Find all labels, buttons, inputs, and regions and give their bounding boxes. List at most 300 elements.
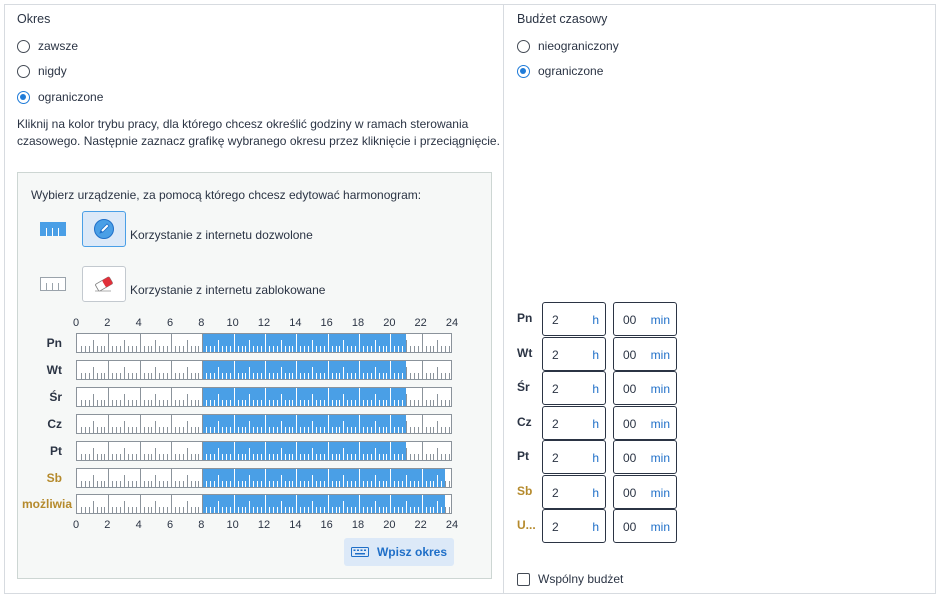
quarter-tick — [163, 400, 164, 406]
schedule-row[interactable] — [76, 360, 452, 380]
quarter-tick — [414, 427, 415, 433]
day-label: Pn — [46, 336, 62, 350]
quarter-tick — [441, 454, 442, 460]
quarter-tick — [308, 427, 309, 433]
quarter-tick — [355, 427, 356, 433]
quarter-tick — [230, 507, 231, 513]
checkbox-box[interactable] — [517, 573, 530, 586]
quarter-tick — [230, 373, 231, 379]
quarter-tick — [277, 454, 278, 460]
quarter-tick — [296, 361, 297, 379]
minutes-unit: min — [650, 485, 670, 500]
quarter-tick — [449, 400, 450, 406]
period-radio-limited[interactable] — [17, 90, 103, 104]
radio-circle[interactable] — [17, 40, 30, 53]
quarter-tick — [167, 373, 168, 379]
budget-day-label: Sb — [517, 483, 533, 498]
quarter-tick — [296, 388, 297, 406]
schedule-row[interactable] — [76, 414, 452, 434]
minutes-value: 00 — [623, 382, 637, 396]
schedule-row[interactable] — [76, 468, 452, 488]
quarter-tick — [449, 481, 450, 487]
mode-allowed-button[interactable] — [82, 211, 126, 247]
quarter-tick — [430, 400, 431, 406]
radio-circle[interactable] — [17, 65, 30, 78]
quarter-tick — [218, 475, 219, 487]
quarter-tick — [359, 361, 360, 379]
quarter-tick — [210, 400, 211, 406]
minutes-input[interactable] — [613, 509, 677, 543]
quarter-tick — [234, 495, 235, 513]
quarter-tick — [148, 481, 149, 487]
budget-day-label: Pt — [517, 449, 529, 463]
quarter-tick — [383, 454, 384, 460]
quarter-tick — [198, 346, 199, 352]
quarter-tick — [234, 442, 235, 460]
hours-input[interactable] — [542, 475, 606, 509]
quarter-tick — [398, 346, 399, 352]
quarter-tick — [171, 495, 172, 513]
quarter-tick — [441, 373, 442, 379]
schedule-row[interactable] — [76, 333, 452, 353]
quarter-tick — [308, 346, 309, 352]
quarter-tick — [410, 346, 411, 352]
quarter-tick — [300, 454, 301, 460]
quarter-tick — [277, 427, 278, 433]
quarter-tick — [257, 481, 258, 487]
quarter-tick — [148, 427, 149, 433]
mode-blocked-button[interactable] — [82, 266, 126, 302]
quarter-tick — [359, 442, 360, 460]
quarter-tick — [218, 448, 219, 460]
quarter-tick — [167, 507, 168, 513]
hours-unit: h — [592, 451, 599, 465]
quarter-tick — [253, 373, 254, 379]
quarter-tick — [124, 394, 125, 406]
shared-budget-checkbox[interactable] — [517, 572, 623, 586]
quarter-tick — [347, 373, 348, 379]
quarter-tick — [441, 507, 442, 513]
quarter-tick — [108, 388, 109, 406]
quarter-tick — [426, 373, 427, 379]
quarter-tick — [363, 373, 364, 379]
hours-value: 2 — [552, 416, 559, 431]
quarter-tick — [124, 448, 125, 460]
quarter-tick — [187, 367, 188, 379]
quarter-tick — [398, 481, 399, 487]
hours-input[interactable] — [542, 302, 606, 336]
quarter-tick — [285, 507, 286, 513]
quarter-tick — [367, 507, 368, 513]
quarter-tick — [292, 346, 293, 352]
hours-input[interactable] — [542, 371, 606, 405]
quarter-tick — [277, 373, 278, 379]
quarter-tick — [151, 507, 152, 513]
quarter-tick — [226, 481, 227, 487]
hour-label-top: 12 — [257, 317, 271, 329]
quarter-tick — [445, 400, 446, 406]
quarter-tick — [292, 507, 293, 513]
quarter-tick — [422, 495, 423, 513]
quarter-tick — [300, 427, 301, 433]
quarter-tick — [269, 427, 270, 433]
quarter-tick — [351, 400, 352, 406]
period-radio-never[interactable] — [17, 64, 67, 78]
quarter-tick — [183, 481, 184, 487]
quarter-tick — [179, 481, 180, 487]
quarter-tick — [187, 475, 188, 487]
quarter-tick — [414, 454, 415, 460]
quarter-tick — [328, 469, 329, 487]
quarter-tick — [304, 373, 305, 379]
budget-radio-limited-label: ograniczone — [538, 64, 604, 78]
quarter-tick — [112, 373, 113, 379]
schedule-row[interactable] — [76, 387, 452, 407]
quarter-tick — [167, 400, 168, 406]
quarter-tick — [347, 400, 348, 406]
quarter-tick — [140, 495, 141, 513]
quarter-tick — [187, 448, 188, 460]
quarter-tick — [242, 400, 243, 406]
quarter-tick — [93, 475, 94, 487]
budget-radio-limited[interactable] — [517, 64, 603, 78]
quarter-tick — [226, 454, 227, 460]
minutes-unit: min — [650, 382, 670, 396]
quarter-tick — [245, 373, 246, 379]
quarter-tick — [324, 346, 325, 352]
quarter-tick — [410, 507, 411, 513]
quarter-tick — [363, 346, 364, 352]
quarter-tick — [371, 346, 372, 352]
hour-label-bottom: 14 — [289, 519, 302, 531]
quarter-tick — [104, 454, 105, 460]
shared-budget-label: Wspólny budżet — [538, 572, 624, 586]
quarter-tick — [433, 481, 434, 487]
quarter-tick — [441, 481, 442, 487]
quarter-tick — [371, 481, 372, 487]
minutes-input[interactable] — [613, 371, 677, 405]
quarter-tick — [116, 400, 117, 406]
quarter-tick — [171, 334, 172, 352]
quarter-tick — [394, 373, 395, 379]
choose-device-label: Wybierz urządzenie, za pomocą którego chcesz edytować harmonogram: — [31, 188, 422, 202]
hour-label-bottom: 20 — [383, 519, 396, 531]
quarter-tick — [206, 481, 207, 487]
hour-label-bottom: 4 — [135, 519, 142, 531]
quarter-tick — [367, 427, 368, 433]
quarter-tick — [398, 373, 399, 379]
quarter-tick — [433, 373, 434, 379]
minutes-input[interactable] — [613, 302, 677, 336]
budget-day-label: Cz — [517, 414, 532, 429]
enter-period-button[interactable] — [344, 538, 454, 566]
quarter-tick — [112, 454, 113, 460]
quarter-tick — [167, 481, 168, 487]
quarter-tick — [97, 481, 98, 487]
hour-label-top: 10 — [226, 317, 239, 329]
minutes-input[interactable] — [613, 440, 677, 474]
hour-label-bottom: 18 — [351, 519, 365, 531]
quarter-tick — [218, 340, 219, 352]
quarter-tick — [281, 501, 282, 513]
quarter-tick — [383, 427, 384, 433]
quarter-tick — [116, 481, 117, 487]
allowed-legend-icon — [40, 222, 66, 236]
quarter-tick — [155, 394, 156, 406]
quarter-tick — [238, 427, 239, 433]
quarter-tick — [97, 400, 98, 406]
hours-input[interactable] — [542, 509, 606, 543]
quarter-tick — [124, 475, 125, 487]
quarter-tick — [253, 427, 254, 433]
quarter-tick — [418, 481, 419, 487]
quarter-tick — [159, 400, 160, 406]
quarter-tick — [183, 346, 184, 352]
quarter-tick — [191, 481, 192, 487]
hour-label-bottom: 10 — [226, 519, 239, 531]
quarter-tick — [257, 346, 258, 352]
minutes-value: 00 — [623, 451, 637, 465]
quarter-tick — [430, 481, 431, 487]
day-label: Cz — [47, 416, 62, 431]
quarter-tick — [300, 373, 301, 379]
quarter-tick — [285, 427, 286, 433]
quarter-tick — [257, 454, 258, 460]
quarter-tick — [292, 427, 293, 433]
quarter-tick — [218, 501, 219, 513]
quarter-tick — [101, 400, 102, 406]
quarter-tick — [265, 334, 266, 352]
quarter-tick — [230, 454, 231, 460]
quarter-tick — [426, 507, 427, 513]
quarter-tick — [320, 346, 321, 352]
quarter-tick — [324, 373, 325, 379]
quarter-tick — [234, 469, 235, 487]
quarter-tick — [285, 454, 286, 460]
quarter-tick — [265, 495, 266, 513]
quarter-tick — [449, 454, 450, 460]
quarter-tick — [359, 495, 360, 513]
quarter-tick — [128, 373, 129, 379]
quarter-tick — [179, 373, 180, 379]
quarter-tick — [285, 481, 286, 487]
quarter-tick — [245, 346, 246, 352]
hours-value: 2 — [552, 347, 559, 362]
quarter-tick — [234, 415, 235, 433]
quarter-tick — [195, 507, 196, 513]
quarter-tick — [281, 340, 282, 352]
quarter-tick — [191, 400, 192, 406]
quarter-tick — [355, 346, 356, 352]
minutes-input[interactable] — [613, 475, 677, 509]
quarter-tick — [269, 346, 270, 352]
quarter-tick — [292, 481, 293, 487]
quarter-tick — [101, 507, 102, 513]
quarter-tick — [422, 415, 423, 433]
quarter-tick — [375, 448, 376, 460]
quarter-tick — [269, 373, 270, 379]
quarter-tick — [316, 427, 317, 433]
quarter-tick — [312, 475, 313, 487]
period-radio-always[interactable] — [17, 39, 78, 53]
quarter-tick — [363, 507, 364, 513]
budget-radio-unlimited[interactable] — [517, 39, 619, 53]
quarter-tick — [437, 394, 438, 406]
hours-input[interactable] — [542, 337, 606, 371]
quarter-tick — [249, 394, 250, 406]
quarter-tick — [414, 507, 415, 513]
hours-input[interactable] — [542, 440, 606, 474]
quarter-tick — [289, 400, 290, 406]
quarter-tick — [128, 481, 129, 487]
budget-day-label: Śr — [517, 380, 530, 394]
quarter-tick — [104, 427, 105, 433]
quarter-tick — [277, 507, 278, 513]
quarter-tick — [422, 442, 423, 460]
quarter-tick — [394, 427, 395, 433]
schedule-row[interactable] — [76, 494, 452, 514]
quarter-tick — [257, 400, 258, 406]
quarter-tick — [343, 340, 344, 352]
quarter-tick — [367, 346, 368, 352]
quarter-tick — [179, 346, 180, 352]
radio-circle[interactable] — [517, 65, 530, 78]
quarter-tick — [324, 481, 325, 487]
schedule-row[interactable] — [76, 441, 452, 461]
quarter-tick — [195, 454, 196, 460]
quarter-tick — [336, 481, 337, 487]
quarter-tick — [418, 427, 419, 433]
quarter-tick — [269, 481, 270, 487]
quarter-tick — [245, 507, 246, 513]
quarter-tick — [89, 400, 90, 406]
quarter-tick — [257, 373, 258, 379]
hour-label-top: 4 — [135, 317, 142, 329]
quarter-tick — [261, 427, 262, 433]
quarter-tick — [445, 454, 446, 460]
hours-unit: h — [592, 347, 599, 362]
quarter-tick — [351, 373, 352, 379]
mode-blocked-label: Korzystanie z internetu zablokowane — [130, 283, 326, 297]
hour-label-top: 6 — [166, 317, 174, 329]
quarter-tick — [289, 454, 290, 460]
quarter-tick — [238, 400, 239, 406]
radio-circle[interactable] — [517, 40, 530, 53]
quarter-tick — [336, 454, 337, 460]
quarter-tick — [273, 507, 274, 513]
quarter-tick — [93, 394, 94, 406]
hour-label-top: 14 — [289, 317, 302, 329]
quarter-tick — [222, 346, 223, 352]
quarter-tick — [390, 469, 391, 487]
quarter-tick — [418, 400, 419, 406]
hour-label-bottom: 2 — [104, 519, 111, 531]
quarter-tick — [422, 361, 423, 379]
quarter-tick — [108, 334, 109, 352]
quarter-tick — [273, 373, 274, 379]
quarter-tick — [249, 340, 250, 352]
quarter-tick — [155, 340, 156, 352]
quarter-tick — [367, 373, 368, 379]
minutes-input[interactable] — [613, 337, 677, 371]
quarter-tick — [183, 373, 184, 379]
quarter-tick — [414, 346, 415, 352]
quarter-tick — [351, 481, 352, 487]
quarter-tick — [406, 475, 407, 487]
quarter-tick — [85, 454, 86, 460]
hours-value: 2 — [552, 520, 559, 534]
quarter-tick — [402, 346, 403, 352]
quarter-tick — [379, 427, 380, 433]
quarter-tick — [214, 507, 215, 513]
quarter-tick — [339, 346, 340, 352]
quarter-tick — [265, 442, 266, 460]
quarter-tick — [89, 454, 90, 460]
quarter-tick — [136, 346, 137, 352]
quarter-tick — [136, 507, 137, 513]
hours-value: 2 — [552, 485, 559, 500]
quarter-tick — [257, 427, 258, 433]
quarter-tick — [93, 448, 94, 460]
quarter-tick — [394, 507, 395, 513]
radio-circle[interactable] — [17, 91, 30, 104]
quarter-tick — [273, 454, 274, 460]
quarter-tick — [394, 400, 395, 406]
quarter-tick — [363, 427, 364, 433]
quarter-tick — [101, 454, 102, 460]
quarter-tick — [281, 394, 282, 406]
day-label: Śr — [49, 389, 62, 404]
quarter-tick — [144, 507, 145, 513]
hour-label-top: 18 — [351, 317, 365, 329]
quarter-tick — [167, 427, 168, 433]
quarter-tick — [175, 373, 176, 379]
minutes-unit: min — [650, 451, 670, 465]
quarter-tick — [112, 400, 113, 406]
quarter-tick — [85, 346, 86, 352]
quarter-tick — [402, 400, 403, 406]
quarter-tick — [304, 346, 305, 352]
quarter-tick — [214, 373, 215, 379]
quarter-tick — [242, 427, 243, 433]
quarter-tick — [390, 415, 391, 433]
quarter-tick — [222, 507, 223, 513]
quarter-tick — [85, 481, 86, 487]
quarter-tick — [316, 346, 317, 352]
hour-label-bottom: 6 — [166, 519, 174, 531]
day-label: możliwia — [22, 497, 73, 512]
quarter-tick — [136, 427, 137, 433]
quarter-tick — [332, 481, 333, 487]
quarter-tick — [386, 373, 387, 379]
quarter-tick — [195, 373, 196, 379]
quarter-tick — [430, 373, 431, 379]
quarter-tick — [383, 507, 384, 513]
quarter-tick — [175, 507, 176, 513]
quarter-tick — [104, 481, 105, 487]
quarter-tick — [206, 454, 207, 460]
quarter-tick — [379, 346, 380, 352]
quarter-tick — [136, 373, 137, 379]
minutes-input[interactable] — [613, 406, 677, 440]
quarter-tick — [320, 507, 321, 513]
quarter-tick — [148, 507, 149, 513]
quarter-tick — [312, 367, 313, 379]
hours-input[interactable] — [542, 406, 606, 440]
quarter-tick — [179, 400, 180, 406]
quarter-tick — [159, 454, 160, 460]
quarter-tick — [144, 373, 145, 379]
